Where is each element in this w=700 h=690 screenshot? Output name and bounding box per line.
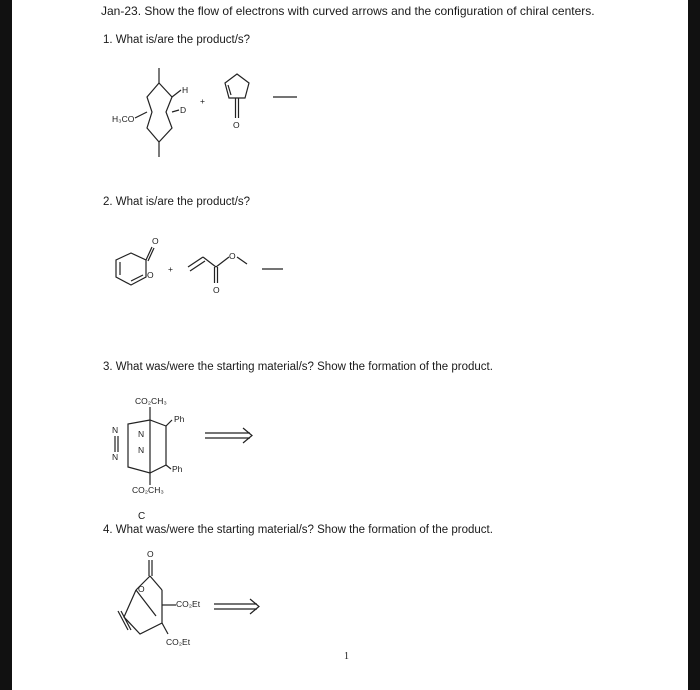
- question-2-number: 2.: [103, 196, 113, 208]
- q1-d-label: D: [180, 105, 187, 115]
- q3-double-arrow: [205, 428, 252, 443]
- question-4-text: What was/were the starting material/s? Show the formation of the product.: [115, 524, 493, 536]
- q2-plus-sign: +: [168, 264, 173, 274]
- q2-methyl-acrylate-structure: [188, 251, 247, 295]
- q2-ester-o-label: O: [229, 251, 236, 261]
- q1-carbonyl-o-label: O: [233, 120, 240, 130]
- q3-n3-label: N: [138, 429, 145, 439]
- question-1-number: 1.: [103, 34, 113, 46]
- q4-ester-bottom-label: CO₂Et: [166, 637, 191, 647]
- question-3-text: What was/were the starting material/s? Show the formation of the product.: [115, 361, 493, 373]
- q4-bridge-o-label: O: [138, 584, 145, 594]
- page-number: 1: [344, 651, 349, 662]
- question-4-number: 4.: [103, 524, 113, 536]
- q3-n2-label: N: [112, 452, 119, 462]
- q1-methoxy-label: H₃CO: [112, 114, 135, 124]
- q1-cyclopentenone-structure: [225, 74, 249, 130]
- question-1-text: What is/are the product/s?: [115, 34, 251, 46]
- q4-ketone-o-label: O: [147, 549, 154, 559]
- q3-tetrazine-adduct-structure: [112, 396, 185, 495]
- question-3-number: 3.: [103, 361, 113, 373]
- question-2-text: What is/are the product/s?: [115, 196, 251, 208]
- q2-pyranone-structure: [116, 236, 159, 285]
- q3-n4-label: N: [138, 445, 145, 455]
- handwritten-note: C: [138, 511, 146, 522]
- q2-ester-carbonyl-o-label: O: [213, 285, 220, 295]
- q1-diene-structure: [112, 68, 188, 157]
- q4-double-arrow: [214, 599, 259, 614]
- q3-ph-bottom-label: Ph: [172, 464, 183, 474]
- q3-top-ester-label: CO₂CH₃: [135, 396, 167, 406]
- q4-bicyclic-structure: [118, 549, 201, 647]
- header-title: Jan-23. Show the flow of electrons with curved arrows and the configuration of chiral centers.: [101, 4, 595, 18]
- q3-ph-top-label: Ph: [174, 414, 185, 424]
- q3-n1-label: N: [112, 425, 119, 435]
- q2-ring-o-label: O: [147, 270, 154, 280]
- q2-carbonyl-o-label: O: [152, 236, 159, 246]
- q1-plus-sign: +: [200, 96, 205, 106]
- q1-h-label: H: [182, 85, 189, 95]
- q3-bottom-ester-label: CO₂CH₃: [132, 485, 164, 495]
- q4-ester-top-label: CO₂Et: [176, 599, 201, 609]
